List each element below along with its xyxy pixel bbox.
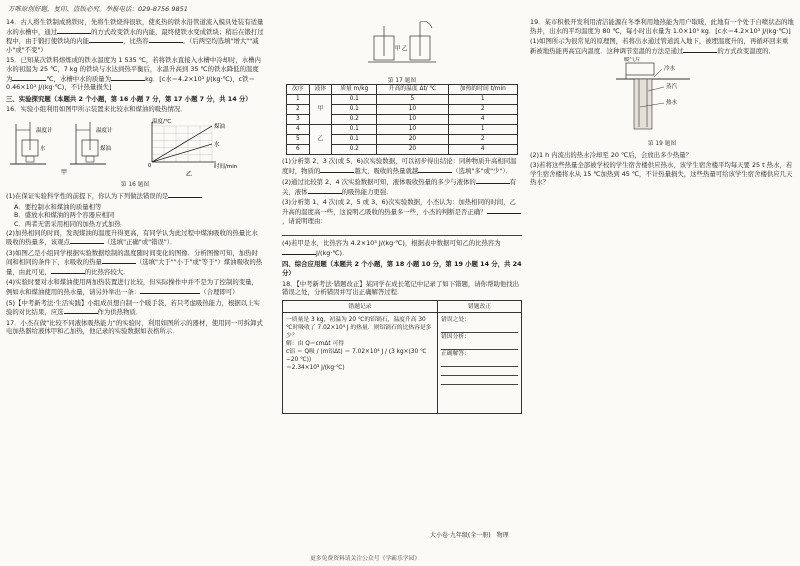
question-19-part2: (2)1 h 内流出的热水冷却至 20 ℃后，会放出多少热量？ [530, 150, 693, 159]
table-header-cell: 次序 [287, 85, 310, 95]
answer-blank[interactable] [282, 248, 316, 255]
label-cold-water: 冷水 [664, 66, 676, 73]
table-cell: 0.2 [332, 115, 377, 125]
table-cell: 10 [377, 125, 448, 135]
table-cell: 5 [377, 95, 448, 105]
answer-blank[interactable] [70, 237, 104, 244]
table-cell: 10 [377, 115, 448, 125]
figure-16-svg [6, 116, 256, 178]
answer-blank[interactable] [168, 191, 202, 198]
label-water: 水 [40, 145, 46, 152]
answer-blank[interactable] [476, 177, 510, 184]
column-right [530, 18, 794, 189]
label-kerosene: 煤油 [100, 145, 112, 152]
error-record [283, 301, 438, 413]
table-cell: 20 [377, 145, 448, 155]
series-line-1 [152, 144, 212, 162]
question-16-part3: (3)如图乙是小组同学根据实验数据绘制的温度随时间变化的图像．分析图像可知，加热时间和相同的条件下，水吸收的热量 （选填"大于""小于"或"等于"）煤油吸收的热量，由此可见， 的比热容较大． [6, 248, 263, 276]
table-cell: 2 [448, 105, 517, 115]
label-yi: 乙 [402, 46, 408, 52]
table-header-cell: 升高的温度 Δt/ ℃ [377, 85, 448, 95]
label-jia: 甲 [61, 168, 68, 176]
answer-blank[interactable] [487, 207, 521, 214]
figure-16-caption: 第 16 题图 [120, 181, 150, 188]
question-17-part3: (3)分析第 1、4 次(或 2、5 或 3、6)次实验数据，小杰认为：加热相同的时间，乙升高的温度高一些，这说明乙吸收的热量多一些，小杰的判断是否正确？，请说明理由： [282, 198, 522, 225]
section-3-title: 三、实验探究题（本题共 2 个小题，第 16 小题 7 分，第 17 小题 7 分，共 14 分） [6, 94, 252, 103]
error-problem: 一质量是 3 kg，初温为 20 ℃的铝锅石，温度升高 30 ℃时吸收了 7.02×10⁴ J 的热量．则铝锅石的比热容是多少？ [286, 316, 432, 339]
table-cell: 6 [287, 145, 310, 155]
answer-line[interactable] [441, 367, 518, 376]
label-thermometer: 温度计 [36, 127, 53, 134]
answer-blank[interactable] [140, 287, 200, 294]
column-left [6, 18, 264, 338]
table-cell: 0.1 [332, 95, 377, 105]
error-reason: 错因分析： [441, 333, 470, 340]
error-correction-title: 错题改正 [438, 303, 521, 313]
option-b: B．盛放水和煤油的两个容器应相同 [14, 211, 115, 220]
table-header-row [287, 85, 518, 95]
table-row [287, 125, 518, 135]
question-16-intro: 16．实验小组利用如图甲所示装置来比较水和煤油的吸热情况． [6, 105, 187, 114]
error-formula: c铝 ＝ Q吸 / (m铝Δt) ＝ 7.02×10⁴ J / (3 kg×(30 ℃−20 ℃)) [286, 348, 427, 363]
table-cell: 4 [287, 125, 310, 135]
option-a: A．要控制水和煤油的质量相等 [14, 202, 102, 211]
label-jia: 甲 [395, 46, 401, 52]
question-19-part3: (3)若将这些热量全部被学校的学生宿舍楼供应热水，该学生宿舍楼平均每天要 25 t 热水，若学生宿舍楼将水从 15 ℃加热到 45 ℃，不计热量损失，这些热量可给该学生宿舍楼供应几天热水？ [530, 161, 793, 187]
answer-blank[interactable] [320, 166, 354, 173]
figure-19-caption: 第 19 题图 [647, 140, 677, 147]
series-label: 水 [214, 141, 220, 148]
page-footer: 大小卷·九年级(全一册) 物理 [430, 532, 509, 539]
table-cell: 2 [287, 105, 310, 115]
table-cell: 1 [448, 125, 517, 135]
figure-19 [530, 57, 794, 148]
temperature-chart [148, 122, 226, 169]
answer-blank[interactable] [683, 46, 717, 53]
answer-blank[interactable] [418, 166, 452, 173]
table-cell: 0.2 [332, 145, 377, 155]
answer-blank[interactable] [51, 267, 85, 274]
question-17-intro: 17．小杰在做"比较不同液体吸热能力"的实验时，利用如图所示的器材，使用同一可拆卸式电加热器给液体甲和乙加热，他记录的实验数据如表格所示． [6, 318, 263, 336]
error-correction [438, 301, 521, 413]
figure-17-caption: 第 17 题图 [387, 77, 417, 84]
answer-blank[interactable] [57, 27, 91, 34]
table-cell: 0.1 [332, 125, 377, 135]
table-header-cell: 加热的时间 t/min [448, 85, 517, 95]
answer-line[interactable] [441, 376, 518, 385]
figure-17-svg [282, 20, 522, 74]
error-solve: 解：由 Q＝cmΔt 可得 [286, 340, 345, 347]
label-hot-water: 热水 [666, 100, 678, 107]
error-result: ＝2.34×10³ J/(kg·℃) [286, 364, 345, 371]
error-record-title: 错题记录 [283, 303, 437, 313]
figure-17 [282, 20, 522, 82]
figure-16 [6, 116, 264, 189]
table-row [287, 95, 518, 105]
series-line-0 [152, 126, 212, 162]
question-19-part1: (1)如图所示为很常见的原理图，若将出水通过管道流入地下，被埋温度升的，再循环回来重新被地热能再高宜内温度．这种调节室温的方法是通过 的方式改变温度的． [530, 37, 789, 55]
axis-origin-label: 0 [148, 162, 152, 169]
question-16-part4: (4)实验时要对水和煤油使用两加热装置进行比较，但实际操作中并不是为了控制的变量，例如水和煤油使用的热水量，请另外举出一条： （合理即可） [6, 278, 258, 297]
label-steam: 蒸汽 [666, 84, 678, 91]
answer-blank[interactable] [111, 74, 145, 81]
table-cell: 4 [448, 145, 517, 155]
question-16-part1: (1)在保证实验科学性的前提下，你认为下列做法错误的是 [6, 191, 264, 201]
chart-ylabel: 温度/℃ [152, 118, 172, 125]
answer-line[interactable] [282, 227, 522, 236]
label-radiator: 暖气片 [624, 57, 641, 64]
answer-blank[interactable] [308, 187, 342, 194]
question-17-part2: (2)通过比较第 2、4 次实验数据可知，液体吸收热量的多少与液体的 有关，液体 的吸热能力更强． [282, 178, 517, 196]
table-cell: 1 [287, 95, 310, 105]
table-header-cell: 质量 m/kg [332, 85, 377, 95]
question-16-part2: (2)加热相同的时间，发现煤油的温度升得更高，有同学认为此过程中煤油吸收的热量比水吸收的热量多，该观点 （选填"正确"或"错误"）． [6, 228, 258, 247]
table-cell: 3 [287, 115, 310, 125]
bottom-note: 更多免费资料请关注公众号《学霸乐学园》 [310, 556, 421, 562]
option-c: C．两者无需采用相同的加热方式加热 [14, 219, 121, 228]
series-label: 煤油 [214, 123, 226, 130]
table-cell: 乙 [309, 125, 332, 155]
answer-blank[interactable] [64, 307, 98, 314]
answer-line[interactable] [441, 341, 518, 350]
table-cell: 10 [377, 105, 448, 115]
page-header: 万唯原创好题，复印、盗版必究。举报电话：029-8756 9851 [8, 5, 188, 13]
question-16-part5: (5)【中考新考法·生活实践】小组成员想自制一个暖手袋，若只考虑吸热能力，根据以上实验的对比结果，应选 作为供热物质． [6, 298, 260, 317]
label-thermometer: 温度计 [96, 127, 113, 134]
label-yi: 乙 [186, 170, 193, 178]
table-cell: 4 [448, 115, 517, 125]
question-15: 15．已知某次铁料熔炼成的铁水温度为 1 535 ℃，若将铁水直接入水槽中冷却时，水槽内水的初温为 25 ℃，7 kg 的铁块与水达到热平衡后，水温升高到 35 ℃的铁水降低的温度为 ℃，水槽中水的质量为 kg．[c水＝4.2×10³ J/(kg·℃)，c铁＝0.46×10³ J/(kg·℃)，不计热量损失] [6, 56, 261, 92]
table-cell: 1 [448, 95, 517, 105]
answer-line[interactable] [441, 324, 518, 333]
correct-solution: 正确解答： [441, 350, 470, 357]
question-19-intro: 19．某市积极开发利用清洁能源在冬季利用地热能为用户取暖，此地有一个处于自喷状态的地热井，出水的平均温度为 80 ℃，每小时出水量为 1.0×10⁵ kg．[c水＝4.2×10³ J/(kg·℃)] [530, 18, 794, 35]
table-cell: 5 [287, 135, 310, 145]
data-table-17 [286, 84, 518, 155]
table-cell: 0.1 [332, 135, 377, 145]
answer-blank[interactable] [89, 36, 123, 43]
column-middle [282, 18, 522, 414]
answer-blank[interactable] [12, 74, 46, 81]
answer-blank[interactable] [102, 257, 136, 264]
answer-line[interactable] [441, 358, 518, 367]
table-header-cell: 液体 [309, 85, 332, 95]
table-cell: 甲 [309, 95, 332, 125]
answer-blank[interactable] [149, 36, 183, 43]
table-cell: 2 [448, 135, 517, 145]
question-14: 14．古人将生铁制成熟铁时，先将生铁烧得很软，使炙热的铁水沿管道流入模具处装有适量水的水槽中，通过 的方式改变铁水的内能，最终使铁水变成铁块；稍后在锻打过程中，由于锻打使铁块的内能 ，比热容 。（后两空均选填"增大""减小"或"不变"） [6, 18, 264, 54]
chart-xlabel: 时间/min [214, 163, 238, 170]
error-location: 错误之处： [441, 316, 470, 323]
error-correction-box [282, 300, 522, 414]
question-17-part1: (1)分析第 2、3 次(或 5、6)次实验数据，可以初步得出结论：同种物质升高相同温度时，物质的 越大，吸收的热量就越 （选填"多"或"少"）． [282, 157, 517, 175]
table-cell: 0.1 [332, 105, 377, 115]
section-4-title: 四、综合应用题（本题共 2 个小题，第 18 小题 10 分，第 19 小题 14 分，共 24 分） [282, 260, 522, 277]
table-cell: 20 [377, 135, 448, 145]
question-18-intro: 18．【中考新考法·错题改正】某同学在成长笔记中记录了如下错题，请你帮助他找出错误之处，分析错因并写出正确解答过程． [282, 279, 520, 297]
figure-19-svg [530, 57, 790, 137]
question-17-part4: (4)若甲是水，比热容为 4.2×10³ J/(kg·℃)，根据表中数据可知乙的比热容为J/(kg·℃)． [282, 239, 501, 257]
